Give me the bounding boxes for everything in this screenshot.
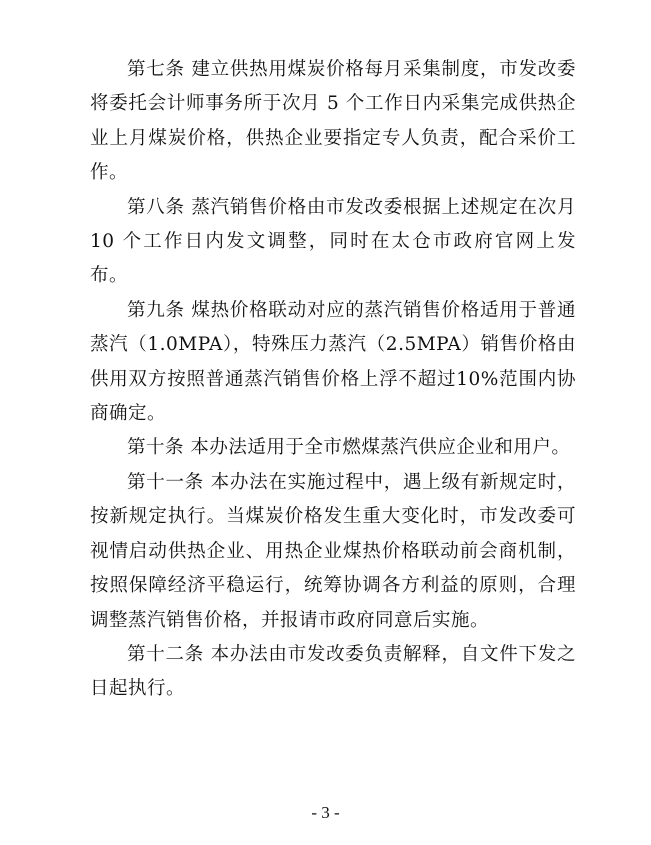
article-9-paragraph: 第九条 煤热价格联动对应的蒸汽销售价格适用于普通蒸汽（1.0MPA），特殊压力蒸汽（2.5MPA）销售价格由供用双方按照普通蒸汽销售价格上浮不超过10%范围内协商确定。	[90, 299, 576, 425]
article-8-paragraph: 第八条 蒸汽销售价格由市发改委根据上述规定在次月 10 个工作日内发文调整，同时在太仓市政府官网上发布。	[90, 196, 576, 287]
article-11-paragraph: 第十一条 本办法在实施过程中，遇上级有新规定时，按新规定执行。当煤炭价格发生重大变化时，市发改委可视情启动供热企业、用热企业煤热价格联动前会商机制，按照保障经济平稳运行，统筹协调各方利益的原则，合理调整蒸汽销售价格，并报请市政府同意后实施。	[90, 471, 576, 631]
article-12-paragraph: 第十二条 本办法由市发改委负责解释，自文件下发之日起执行。	[90, 643, 576, 700]
article-10-paragraph: 第十条 本办法适用于全市燃煤蒸汽供应企业和用户。	[127, 437, 571, 459]
document-body	[90, 53, 576, 707]
page-number: - 3 -	[311, 803, 340, 822]
article-7-paragraph: 第七条 建立供热用煤炭价格每月采集制度，市发改委将委托会计师事务所于次月 5 个工作日内采集完成供热企业上月煤炭价格，供热企业要指定专人负责，配合采价工作。	[90, 59, 576, 184]
